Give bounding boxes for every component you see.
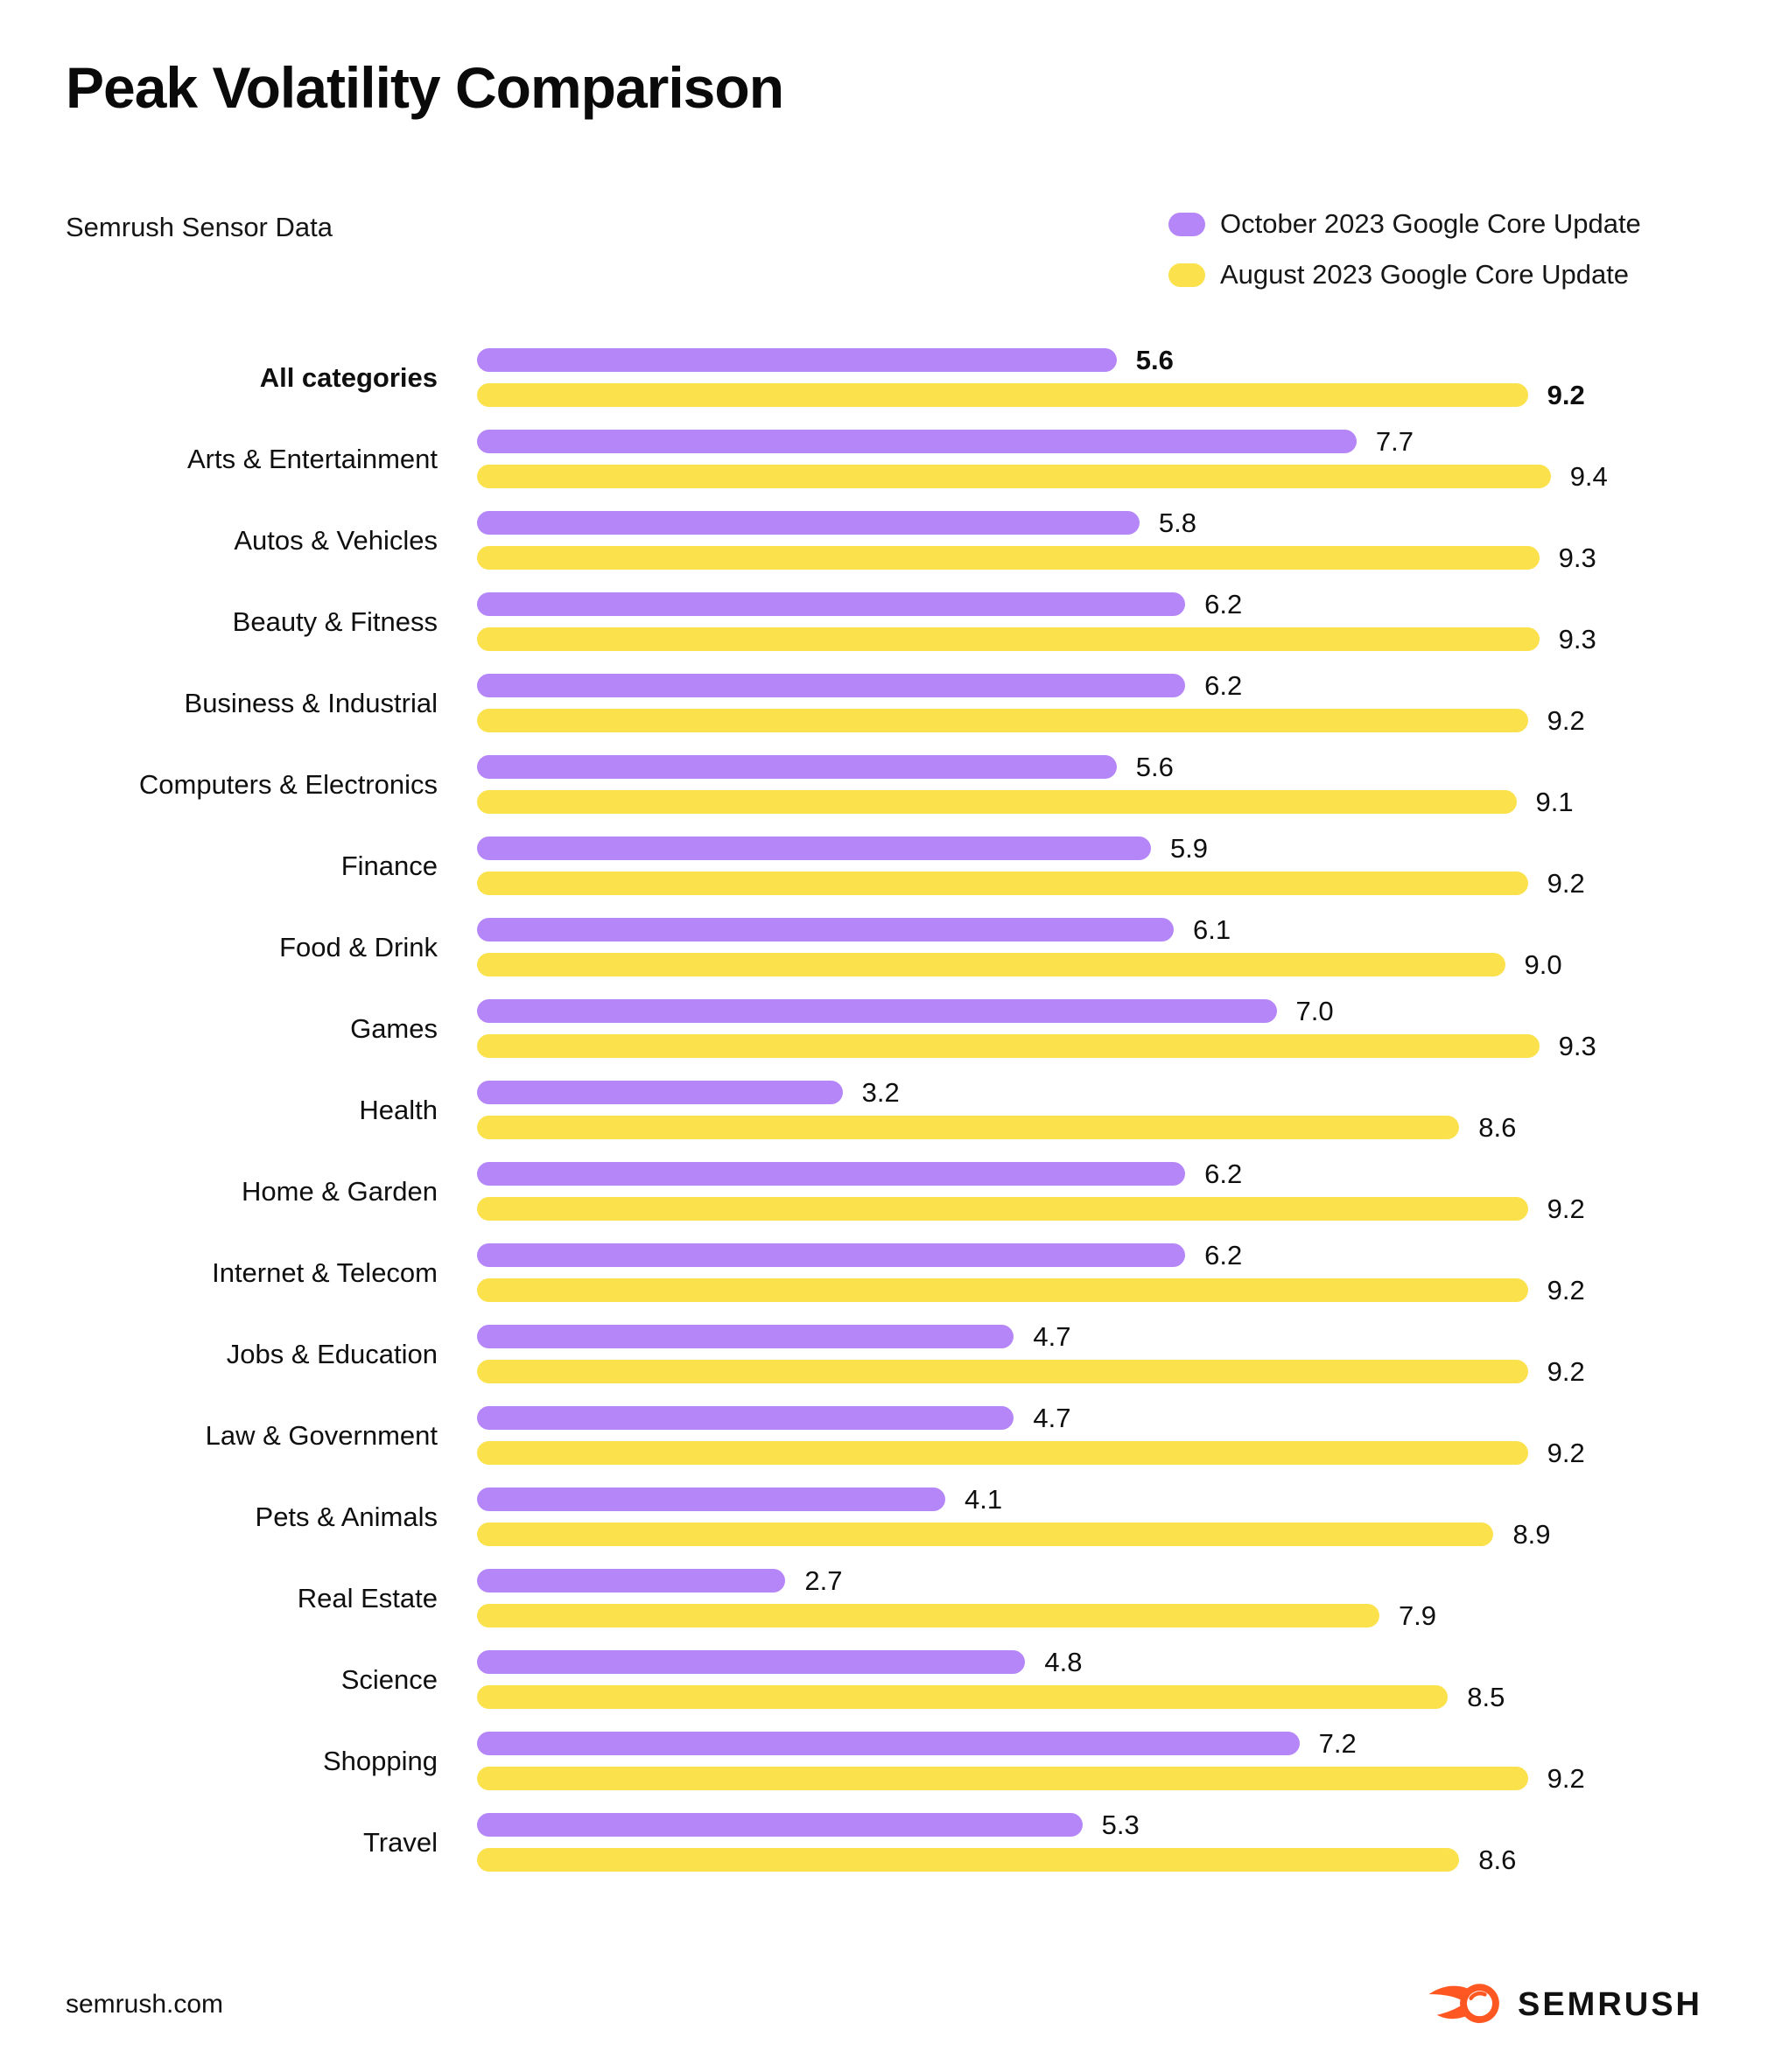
bar-line-october bbox=[477, 588, 1702, 620]
bar-line-august bbox=[477, 1030, 1702, 1061]
august-bar-value: 8.9 bbox=[1512, 1518, 1551, 1550]
bar-line-august bbox=[477, 623, 1702, 654]
bar-line-october bbox=[477, 1564, 1702, 1596]
bar-line-october bbox=[477, 425, 1702, 457]
chart-legend bbox=[1168, 208, 1641, 290]
bar-line-august bbox=[477, 542, 1702, 573]
october-bar bbox=[477, 1162, 1185, 1186]
category-label: Shopping bbox=[322, 1745, 438, 1776]
category-row bbox=[66, 914, 1702, 980]
august-bar-value: 9.2 bbox=[1547, 1437, 1585, 1468]
october-bar bbox=[477, 1732, 1300, 1755]
august-bar bbox=[477, 953, 1505, 976]
october-bar-value: 6.1 bbox=[1193, 914, 1231, 945]
bar-line-august bbox=[477, 867, 1702, 899]
grouped-bar-chart bbox=[66, 344, 1702, 1894]
october-bar-value: 2.7 bbox=[804, 1564, 843, 1596]
bar-line-october bbox=[477, 1727, 1702, 1759]
october-bar bbox=[477, 1325, 1014, 1348]
bar-line-august bbox=[477, 704, 1702, 736]
october-bar bbox=[477, 999, 1277, 1023]
august-bar-value: 9.2 bbox=[1547, 1762, 1585, 1794]
bar-line-august bbox=[477, 786, 1702, 817]
bar-pair bbox=[477, 1646, 1702, 1712]
october-bar-value: 6.2 bbox=[1204, 1158, 1243, 1189]
semrush-flame-icon bbox=[1425, 1979, 1509, 2030]
bar-pair bbox=[477, 344, 1702, 410]
bar-line-august bbox=[477, 1274, 1702, 1306]
bar-line-august bbox=[477, 379, 1702, 410]
august-bar bbox=[477, 1522, 1493, 1546]
august-bar-value: 9.3 bbox=[1558, 542, 1596, 573]
bar-line-october bbox=[477, 1809, 1702, 1840]
category-row bbox=[66, 1646, 1702, 1712]
october-bar-value: 6.2 bbox=[1204, 669, 1243, 701]
category-label: Jobs & Education bbox=[226, 1338, 438, 1369]
category-row bbox=[66, 425, 1702, 492]
august-bar bbox=[477, 383, 1528, 407]
october-bar bbox=[477, 836, 1151, 860]
bar-pair bbox=[477, 1564, 1702, 1631]
october-bar bbox=[477, 1650, 1025, 1674]
october-bar bbox=[477, 755, 1117, 779]
october-bar-value: 5.6 bbox=[1135, 751, 1174, 782]
bar-line-october bbox=[477, 1646, 1702, 1677]
bar-line-october bbox=[477, 1483, 1702, 1515]
august-bar bbox=[477, 1441, 1528, 1465]
bar-line-august bbox=[477, 1762, 1702, 1794]
category-row bbox=[66, 1483, 1702, 1550]
bar-line-august bbox=[477, 1844, 1702, 1875]
category-row bbox=[66, 1320, 1702, 1387]
category-row bbox=[66, 832, 1702, 899]
bar-line-october bbox=[477, 751, 1702, 782]
august-bar-value: 8.6 bbox=[1478, 1111, 1517, 1143]
october-bar bbox=[477, 674, 1185, 697]
category-label: Games bbox=[350, 1012, 438, 1044]
october-bar bbox=[477, 430, 1357, 453]
august-bar-value: 9.4 bbox=[1569, 460, 1608, 492]
bar-pair bbox=[477, 995, 1702, 1061]
august-bar bbox=[477, 1034, 1540, 1058]
august-bar-value: 9.2 bbox=[1547, 379, 1585, 410]
august-bar-value: 9.2 bbox=[1547, 1193, 1585, 1224]
bar-line-august bbox=[477, 460, 1702, 492]
august-bar bbox=[477, 1116, 1459, 1139]
category-label: Travel bbox=[363, 1826, 438, 1858]
august-bar bbox=[477, 1767, 1528, 1790]
october-bar bbox=[477, 1081, 843, 1104]
october-bar-value: 5.9 bbox=[1169, 832, 1209, 864]
august-bar-value: 8.6 bbox=[1478, 1844, 1517, 1875]
bar-pair bbox=[477, 914, 1702, 980]
category-label: Finance bbox=[340, 850, 438, 881]
october-bar bbox=[477, 511, 1140, 535]
august-bar bbox=[477, 790, 1517, 814]
august-bar-value: 9.0 bbox=[1524, 948, 1562, 980]
bar-pair bbox=[477, 1483, 1702, 1550]
legend-label-august: August 2023 Google Core Update bbox=[1220, 259, 1630, 290]
october-bar-value: 5.8 bbox=[1158, 507, 1196, 538]
bar-pair bbox=[477, 1727, 1702, 1794]
bar-line-august bbox=[477, 1437, 1702, 1468]
category-label: Beauty & Fitness bbox=[232, 606, 438, 637]
bar-line-august bbox=[477, 1600, 1702, 1631]
august-bar bbox=[477, 1848, 1459, 1872]
bar-pair bbox=[477, 1158, 1702, 1224]
october-bar-value: 6.2 bbox=[1204, 1239, 1243, 1270]
august-bar bbox=[477, 465, 1551, 488]
august-bar-value: 9.2 bbox=[1547, 1355, 1585, 1387]
bar-pair bbox=[477, 588, 1702, 654]
october-bar bbox=[477, 592, 1185, 616]
october-bar bbox=[477, 1569, 785, 1592]
category-row bbox=[66, 1239, 1702, 1306]
october-bar-value: 6.2 bbox=[1204, 588, 1243, 620]
semrush-brand bbox=[1425, 1979, 1702, 2030]
august-bar bbox=[477, 1360, 1528, 1383]
category-label: Science bbox=[340, 1663, 438, 1695]
legend-item-october bbox=[1168, 208, 1641, 240]
category-label: Computers & Electronics bbox=[138, 768, 438, 800]
bar-line-august bbox=[477, 1518, 1702, 1550]
category-row bbox=[66, 995, 1702, 1061]
bar-pair bbox=[477, 1076, 1702, 1143]
bar-pair bbox=[477, 1239, 1702, 1306]
category-label: Business & Industrial bbox=[184, 687, 438, 718]
category-row bbox=[66, 507, 1702, 573]
august-bar-value: 9.2 bbox=[1547, 704, 1585, 736]
footer bbox=[66, 1979, 1702, 2030]
october-bar-value: 4.1 bbox=[965, 1483, 1003, 1515]
category-label: All categories bbox=[259, 361, 438, 393]
october-bar-value: 7.7 bbox=[1375, 425, 1414, 457]
category-row bbox=[66, 1809, 1702, 1875]
august-bar bbox=[477, 1685, 1448, 1709]
august-bar-value: 7.9 bbox=[1398, 1600, 1437, 1631]
category-label: Pets & Animals bbox=[255, 1501, 438, 1532]
bar-pair bbox=[477, 1809, 1702, 1875]
bar-pair bbox=[477, 507, 1702, 573]
october-bar-value: 7.2 bbox=[1318, 1727, 1357, 1759]
bar-line-october bbox=[477, 1076, 1702, 1108]
category-row bbox=[66, 344, 1702, 410]
bar-line-october bbox=[477, 1239, 1702, 1270]
bar-line-october bbox=[477, 995, 1702, 1026]
bar-pair bbox=[477, 425, 1702, 492]
category-label: Food & Drink bbox=[279, 931, 438, 962]
bar-line-october bbox=[477, 832, 1702, 864]
august-bar-value: 8.5 bbox=[1467, 1681, 1505, 1712]
bar-pair bbox=[477, 669, 1702, 736]
category-label: Health bbox=[359, 1094, 438, 1125]
bar-line-october bbox=[477, 344, 1702, 375]
category-row bbox=[66, 669, 1702, 736]
august-bar-value: 9.1 bbox=[1535, 786, 1574, 817]
october-bar bbox=[477, 1488, 945, 1511]
category-label: Real Estate bbox=[297, 1582, 438, 1614]
october-bar-value: 5.3 bbox=[1101, 1809, 1140, 1840]
bar-line-october bbox=[477, 1320, 1702, 1352]
august-bar-value: 9.2 bbox=[1547, 1274, 1585, 1306]
category-row bbox=[66, 1402, 1702, 1468]
august-bar bbox=[477, 1197, 1528, 1221]
august-bar-value: 9.3 bbox=[1558, 1030, 1596, 1061]
category-row bbox=[66, 1158, 1702, 1224]
august-bar-value: 9.3 bbox=[1558, 623, 1596, 654]
legend-label-october: October 2023 Google Core Update bbox=[1220, 208, 1641, 239]
bar-line-october bbox=[477, 1158, 1702, 1189]
category-row bbox=[66, 751, 1702, 817]
category-row bbox=[66, 1564, 1702, 1631]
october-bar-value: 4.7 bbox=[1033, 1402, 1071, 1433]
august-bar bbox=[477, 709, 1528, 732]
category-label: Autos & Vehicles bbox=[234, 524, 438, 556]
october-bar bbox=[477, 1813, 1083, 1837]
october-bar-value: 4.7 bbox=[1033, 1320, 1071, 1352]
bar-line-august bbox=[477, 948, 1702, 980]
bar-line-october bbox=[477, 1402, 1702, 1433]
august-bar-value: 9.2 bbox=[1547, 867, 1585, 899]
legend-swatch-october bbox=[1168, 213, 1205, 236]
page-title: Peak Volatility Comparison bbox=[66, 55, 784, 120]
august-bar bbox=[477, 546, 1540, 570]
bar-pair bbox=[477, 832, 1702, 899]
category-label: Arts & Entertainment bbox=[186, 443, 438, 474]
bar-line-august bbox=[477, 1355, 1702, 1387]
bar-pair bbox=[477, 751, 1702, 817]
category-label: Internet & Telecom bbox=[212, 1256, 438, 1288]
category-label: Home & Garden bbox=[242, 1175, 438, 1207]
legend-swatch-august bbox=[1168, 263, 1205, 287]
category-row bbox=[66, 1076, 1702, 1143]
chart-subtitle: Semrush Sensor Data bbox=[66, 212, 333, 242]
august-bar bbox=[477, 627, 1540, 651]
legend-item-august bbox=[1168, 259, 1641, 290]
october-bar-value: 3.2 bbox=[861, 1076, 900, 1108]
bar-line-october bbox=[477, 507, 1702, 538]
october-bar bbox=[477, 1243, 1185, 1267]
bar-line-august bbox=[477, 1681, 1702, 1712]
august-bar bbox=[477, 1278, 1528, 1302]
august-bar bbox=[477, 1604, 1379, 1628]
october-bar-value: 4.8 bbox=[1044, 1646, 1083, 1677]
august-bar bbox=[477, 872, 1528, 895]
bar-line-august bbox=[477, 1111, 1702, 1143]
category-label: Law & Government bbox=[205, 1419, 438, 1451]
category-row bbox=[66, 588, 1702, 654]
bar-pair bbox=[477, 1320, 1702, 1387]
bar-line-october bbox=[477, 669, 1702, 701]
october-bar bbox=[477, 348, 1117, 372]
october-bar bbox=[477, 1406, 1014, 1430]
category-row bbox=[66, 1727, 1702, 1794]
semrush-wordmark: SEMRUSH bbox=[1517, 1985, 1702, 2023]
october-bar-value: 7.0 bbox=[1295, 995, 1334, 1026]
website-url: semrush.com bbox=[66, 1990, 224, 2019]
october-bar bbox=[477, 918, 1174, 942]
bar-line-august bbox=[477, 1193, 1702, 1224]
bar-pair bbox=[477, 1402, 1702, 1468]
october-bar-value: 5.6 bbox=[1135, 344, 1174, 375]
bar-line-october bbox=[477, 914, 1702, 945]
